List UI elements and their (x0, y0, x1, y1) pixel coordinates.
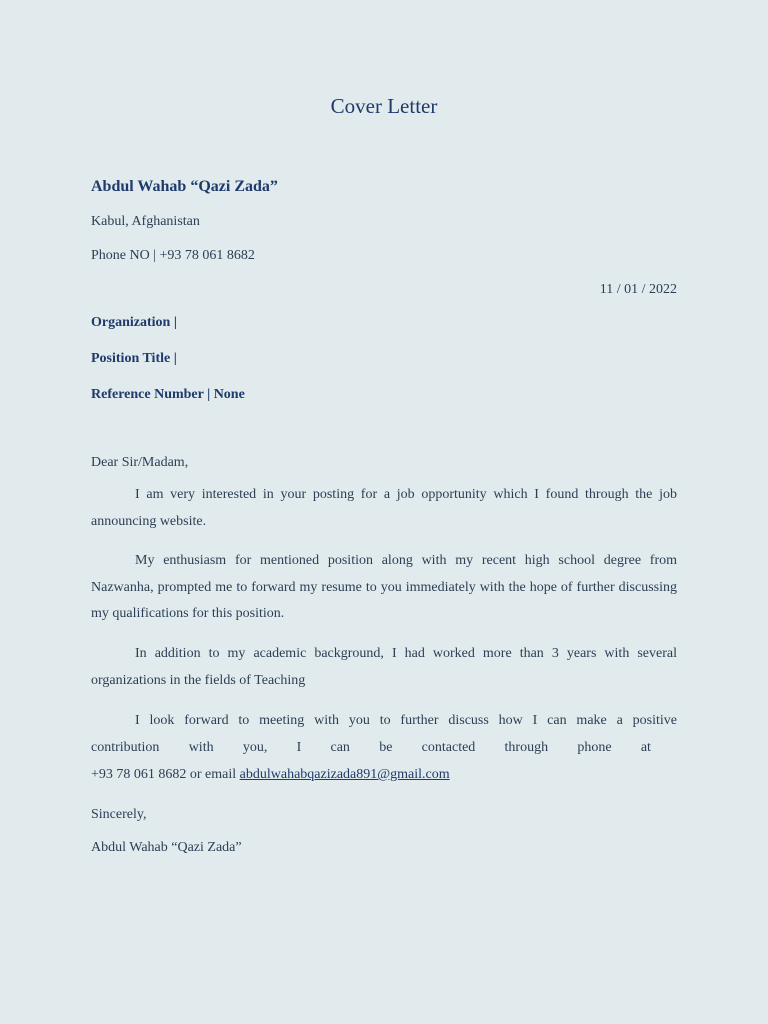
position-title-field: Position Title | (91, 351, 177, 366)
paragraph-4-line-3 (91, 767, 450, 783)
sender-location: Kabul, Afghanistan (91, 214, 200, 229)
salutation: Dear Sir/Madam, (91, 455, 189, 470)
paragraph-4-line-2 (91, 740, 651, 756)
document-title: Cover Letter (330, 94, 438, 118)
paragraph-4-word: you, (242, 740, 268, 755)
paragraph-4-word: through (504, 740, 549, 755)
closing: Sincerely, (91, 807, 147, 822)
paragraph-4-word: contribution (91, 740, 160, 755)
letter-date: 11 / 01 / 2022 (599, 282, 677, 297)
paragraph-4-word: at (640, 740, 651, 755)
paragraph-3: In addition to my academic background, I had worked more than 3 years with several organizations in the fields of Teaching (91, 646, 677, 688)
sender-phone: Phone NO | +93 78 061 8682 (91, 248, 255, 263)
phone-email-text: +93 78 061 8682 or email (91, 767, 240, 782)
paragraph-4-word: with (188, 740, 214, 755)
paragraph-4-word: contacted (421, 740, 476, 755)
paragraph-4-word: can (330, 740, 350, 755)
paragraph-4-line-1: I look forward to meeting with you to further discuss how I can make a positive (135, 713, 677, 728)
organization-field: Organization | (91, 315, 177, 330)
email-link[interactable]: abdulwahabqazizada891@gmail.com (239, 767, 450, 782)
paragraph-1: I am very interested in your posting for a job opportunity which I found through the job announcing website. (91, 487, 677, 529)
paragraph-2: My enthusiasm for mentioned position along with my recent high school degree from Nazwanha, prompted me to forward my resume to you immediately with the hope of further discussing my qualifications for this position. (91, 553, 677, 621)
paragraph-4-word: be (379, 740, 393, 755)
signature: Abdul Wahab “Qazi Zada” (91, 840, 242, 855)
paragraph-4-word: phone (577, 740, 612, 755)
reference-number-field: Reference Number | None (91, 387, 245, 402)
sender-name: Abdul Wahab “Qazi Zada” (91, 178, 278, 195)
paragraph-4-word: I (296, 740, 302, 755)
